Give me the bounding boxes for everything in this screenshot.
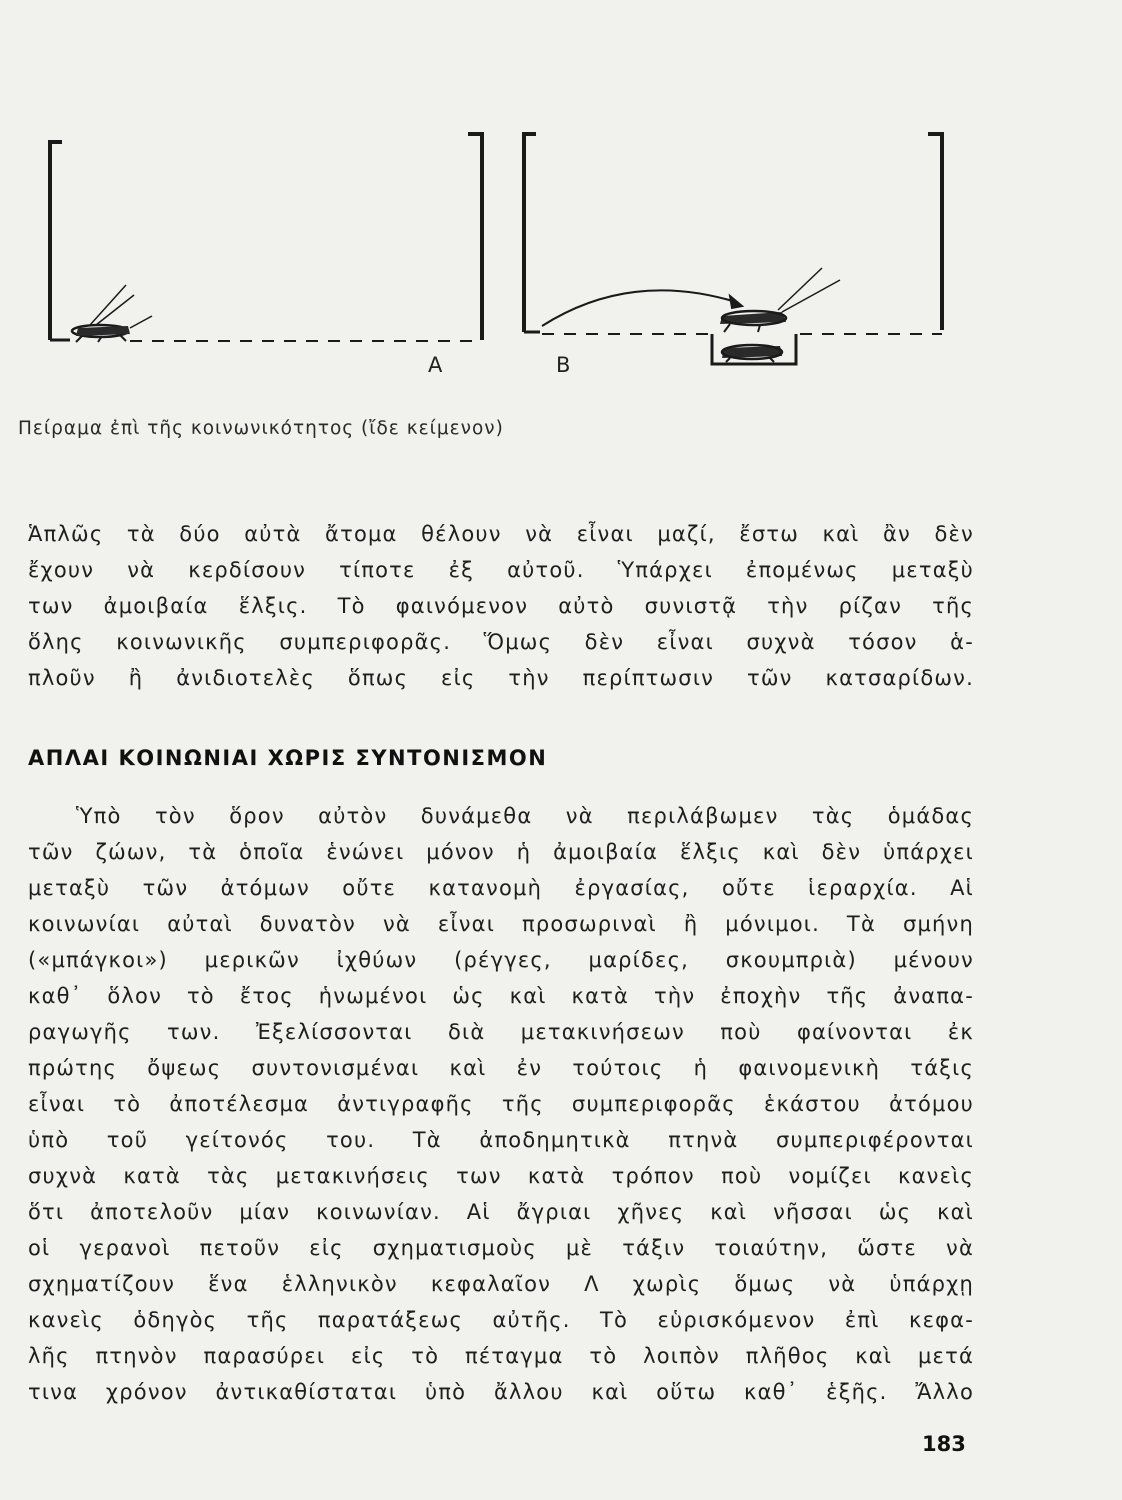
paragraph-intro — [28, 516, 974, 696]
text-line: ὅλης κοινωνικῆς συμπεριφορᾶς. Ὅμως δὲν εἶναι συχνὰ τόσον ἁ- — [28, 630, 974, 654]
text-line: κοινωνίαι αὐταὶ δυνατὸν νὰ εἶναι προσωριναὶ ἢ μόνιμοι. Τὰ σμήνη — [28, 912, 974, 936]
text-line: οἱ γερανοὶ πετοῦν εἰς σχηματισμοὺς μὲ τάξιν τοιαύτην, ὥστε νὰ — [28, 1236, 974, 1260]
panel-label-b: B — [556, 353, 571, 377]
text-line: καθ᾽ ὅλον τὸ ἔτος ἡνωμένοι ὡς καὶ κατὰ τὴν ἐποχὴν τῆς ἀναπα- — [28, 984, 974, 1008]
experiment-diagram — [30, 120, 960, 380]
movement-arrow — [542, 290, 742, 326]
text-line: ὑπὸ τοῦ γείτονός του. Τὰ ἀποδημητικὰ πτηνὰ συμπεριφέρονται — [28, 1128, 974, 1152]
text-line: εἶναι τὸ ἀποτέλεσμα ἀντιγραφῆς τῆς συμπεριφορᾶς ἑκάστου ἀτόμου — [28, 1092, 974, 1116]
text-line: ὅτι ἀποτελοῦν μίαν κοινωνίαν. Αἱ ἄγριαι χῆνες καὶ νῆσσαι ὡς καὶ — [28, 1200, 974, 1224]
text-line: ραγωγῆς των. Ἐξελίσσονται διὰ μετακινήσεων ποὺ φαίνονται ἐκ — [28, 1020, 974, 1044]
text-line: Ὑπὸ τὸν ὅρον αὐτὸν δυνάμεθα νὰ περιλάβωμεν τὰς ὁμάδας — [76, 804, 974, 828]
cockroach-b-moving — [720, 268, 840, 332]
text-line: κανεὶς ὁδηγὸς τῆς παρατάξεως αὐτῆς. Τὸ εὑρισκόμενον ἐπὶ κεφα- — [28, 1308, 974, 1332]
paragraph-body — [28, 798, 974, 1410]
text-line: («μπάγκοι») μερικῶν ἰχθύων (ρέγγες, μαρίδες, σκουμπριὰ) μένουν — [28, 948, 974, 972]
text-line: τῶν ζώων, τὰ ὁποῖα ἑνώνει μόνον ἡ ἀμοιβαία ἕλξις καὶ δὲν ὑπάρχει — [28, 840, 974, 864]
text-line: τινα χρόνον ἀντικαθίσταται ὑπὸ ἄλλου καὶ οὕτω καθ᾽ ἑξῆς. Ἄλλο — [28, 1380, 974, 1404]
text-line: πλοῦν ἢ ἀνιδιοτελὲς ὅπως εἰς τὴν περίπτωσιν τῶν κατσαρίδων. — [28, 666, 974, 690]
text-line: συχνὰ κατὰ τὰς μετακινήσεις των κατὰ τρόπον ποὺ νομίζει κανεὶς — [28, 1164, 974, 1188]
page-number: 183 — [922, 1432, 966, 1456]
figure-caption: Πείραμα ἐπὶ τῆς κοινωνικότητος (ἴδε κείμενον) — [18, 418, 504, 439]
cockroach-a — [72, 285, 152, 342]
text-line: λῆς πτηνὸν παρασύρει εἰς τὸ πέταγμα τὸ λοιπὸν πλῆθος καὶ μετά — [28, 1344, 974, 1368]
text-line: των ἀμοιβαία ἕλξις. Τὸ φαινόμενον αὐτὸ συνιστᾷ τὴν ρίζαν τῆς — [28, 594, 974, 618]
panel-label-a: A — [428, 353, 443, 377]
cockroach-b-shelter — [722, 345, 782, 362]
text-line: Ἁπλῶς τὰ δύο αὐτὰ ἄτομα θέλουν νὰ εἶναι μαζί, ἔστω καὶ ἂν δὲν — [28, 522, 974, 546]
text-line: μεταξὺ τῶν ἀτόμων οὔτε κατανομὴ ἐργασίας, οὔτε ἱεραρχία. Αἱ — [28, 876, 974, 900]
text-line: πρώτης ὄψεως συντονισμέναι καὶ ἐν τούτοις ἡ φαινομενικὴ τάξις — [28, 1056, 974, 1080]
experiment-figure — [30, 120, 960, 380]
text-line: σχηματίζουν ἕνα ἑλληνικὸν κεφαλαῖον Λ χωρὶς ὅμως νὰ ὑπάρχῃ — [28, 1272, 974, 1296]
text-line: ἔχουν νὰ κερδίσουν τίποτε ἐξ αὐτοῦ. Ὑπάρχει ἐπομένως μεταξὺ — [28, 558, 974, 582]
section-heading: ΑΠΛΑΙ ΚΟΙΝΩΝΙΑΙ ΧΩΡΙΣ ΣΥΝΤΟΝΙΣΜΟΝ — [28, 746, 548, 770]
